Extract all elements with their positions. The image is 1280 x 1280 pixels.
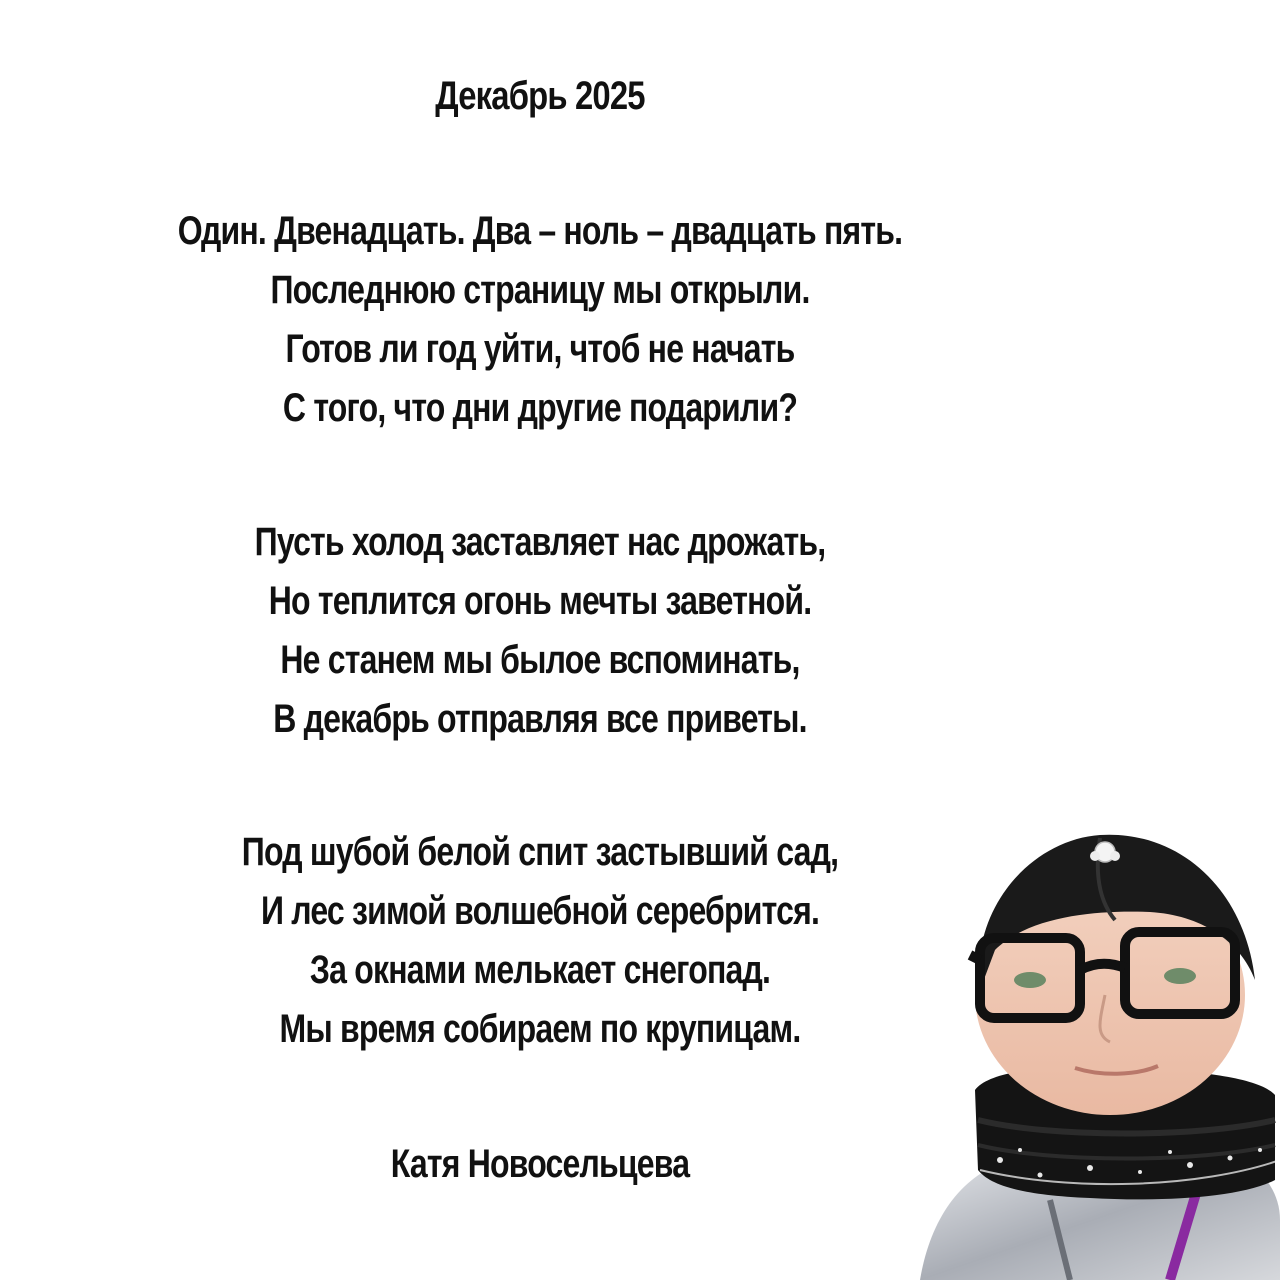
poem-line: Но теплится огонь мечты заветной. — [268, 579, 812, 623]
poem-line: Под шубой белой спит застывший сад, — [241, 830, 839, 874]
poem-line: И лес зимой волшебной серебрится. — [260, 889, 820, 933]
poem-line: Пусть холод заставляет нас дрожать, — [254, 520, 826, 564]
author-name: Катя Новосельцева — [390, 1142, 690, 1186]
author-portrait — [900, 820, 1280, 1280]
poem-line: Последнюю страницу мы открыли. — [270, 268, 810, 312]
poem-line: В декабрь отправляя все приветы. — [273, 697, 807, 741]
stanza — [108, 202, 972, 438]
stanza — [108, 513, 972, 749]
poem-title: Декабрь 2025 — [435, 74, 645, 118]
poem-line: Готов ли год уйти, чтоб не начать — [285, 327, 795, 371]
stanza — [108, 823, 972, 1059]
poem-line: С того, что дни другие подарили? — [282, 386, 798, 430]
poem-line: За окнами мелькает снегопад. — [309, 948, 771, 992]
poem-line: Один. Двенадцать. Два – ноль – двадцать пять. — [177, 209, 903, 253]
poem-line: Не станем мы былое вспоминать, — [280, 638, 800, 682]
poem-line: Мы время собираем по крупицам. — [279, 1007, 801, 1051]
